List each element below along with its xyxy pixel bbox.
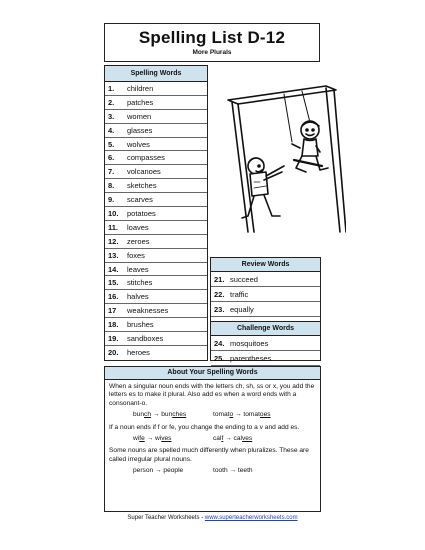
item-word: scarves bbox=[127, 195, 153, 205]
example-bunch: bunch → bunches bbox=[133, 411, 187, 419]
spelling-words-heading: Spelling Words bbox=[105, 66, 207, 82]
list-item bbox=[211, 336, 320, 351]
example-person: person → people bbox=[133, 467, 184, 475]
list-item bbox=[105, 151, 207, 165]
item-number: 17 bbox=[108, 306, 117, 316]
item-word: glasses bbox=[127, 125, 153, 135]
item-word: sandboxes bbox=[127, 334, 164, 344]
item-number: 8. bbox=[108, 181, 115, 191]
item-word: zeroes bbox=[127, 236, 150, 246]
list-item bbox=[105, 82, 207, 96]
rule-paragraph-3: Some nouns are spelled much differently when pluralizes. These are called irregular plural nouns. bbox=[109, 447, 309, 463]
list-item bbox=[105, 110, 207, 124]
example-calf: calf → calves bbox=[213, 435, 253, 443]
example-wife: wife → wives bbox=[133, 435, 172, 443]
item-number: 13. bbox=[108, 250, 119, 260]
item-number: 7. bbox=[108, 167, 115, 177]
page-title: Spelling List D-12 bbox=[138, 28, 286, 47]
review-challenge-box bbox=[210, 257, 321, 361]
item-number: 9. bbox=[108, 195, 115, 205]
list-item bbox=[105, 124, 207, 138]
item-word: parentheses bbox=[230, 354, 272, 363]
list-item bbox=[211, 351, 320, 366]
item-word: wolves bbox=[127, 139, 150, 149]
review-words-heading: Review Words bbox=[211, 258, 320, 272]
item-number: 4. bbox=[108, 125, 115, 135]
rule-paragraph-2: If a noun ends if f or fe, you change the ending to a v and add es. bbox=[109, 423, 300, 431]
item-number: 23. bbox=[214, 305, 225, 314]
item-number: 16. bbox=[108, 292, 119, 302]
item-word: succeed bbox=[230, 275, 258, 284]
item-number: 6. bbox=[108, 153, 115, 163]
example-row-1 bbox=[133, 411, 316, 419]
item-number: 10. bbox=[108, 209, 119, 219]
list-item bbox=[105, 165, 207, 179]
item-number: 2. bbox=[108, 97, 115, 107]
item-word: patches bbox=[127, 97, 154, 107]
item-number: 11. bbox=[108, 222, 119, 232]
item-number: 12. bbox=[108, 236, 119, 246]
example-row-2 bbox=[133, 435, 316, 443]
list-item bbox=[105, 290, 207, 304]
list-item bbox=[105, 249, 207, 263]
list-item bbox=[105, 96, 207, 110]
about-box bbox=[104, 366, 321, 512]
spelling-words-list bbox=[105, 82, 207, 360]
list-item bbox=[105, 304, 207, 318]
item-number: 3. bbox=[108, 111, 115, 121]
item-word: weaknesses bbox=[127, 306, 169, 316]
list-item bbox=[105, 263, 207, 277]
challenge-words-list bbox=[211, 336, 320, 366]
spelling-words-box bbox=[104, 65, 208, 361]
title-box bbox=[104, 23, 320, 62]
item-word: stitches bbox=[127, 278, 153, 288]
item-word: compasses bbox=[127, 153, 165, 163]
item-number: 1. bbox=[108, 84, 115, 93]
rule-paragraph-1: When a singular noun ends with the letters ch, sh, ss or x, you add the letters es to make it plural. Also add es when a word ends with a consonant-o. bbox=[109, 383, 315, 407]
item-word: heroes bbox=[127, 347, 150, 357]
list-item bbox=[105, 138, 207, 152]
item-number: 25. bbox=[214, 354, 225, 363]
item-number: 5. bbox=[108, 139, 115, 149]
item-word: equally bbox=[230, 305, 254, 314]
footer-text: Super Teacher Worksheets - bbox=[127, 515, 205, 521]
about-heading: About Your Spelling Words bbox=[105, 367, 320, 380]
item-number: 22. bbox=[214, 290, 225, 299]
item-word: leaves bbox=[127, 264, 149, 274]
example-row-3 bbox=[133, 467, 316, 475]
item-word: children bbox=[127, 84, 154, 93]
list-item bbox=[105, 346, 207, 360]
list-item bbox=[105, 276, 207, 290]
list-item bbox=[105, 318, 207, 332]
item-number: 14. bbox=[108, 264, 119, 274]
item-word: women bbox=[127, 111, 152, 121]
list-item bbox=[105, 332, 207, 346]
item-word: mosquitoes bbox=[230, 339, 269, 348]
page-subtitle: More Plurals bbox=[192, 49, 232, 56]
list-item bbox=[105, 179, 207, 193]
item-number: 21. bbox=[214, 275, 225, 284]
list-item bbox=[211, 272, 320, 287]
example-tomato: tomato → tomatoes bbox=[213, 411, 271, 419]
item-word: halves bbox=[127, 292, 149, 302]
footer bbox=[0, 515, 425, 521]
item-word: foxes bbox=[127, 250, 145, 260]
list-item bbox=[105, 193, 207, 207]
footer-link[interactable]: www.superteacherworksheets.com bbox=[204, 515, 298, 521]
about-body bbox=[105, 380, 320, 483]
item-number: 20. bbox=[108, 347, 119, 357]
item-number: 18. bbox=[108, 320, 119, 330]
item-word: sketches bbox=[127, 181, 157, 191]
list-item bbox=[211, 302, 320, 317]
list-item bbox=[105, 221, 207, 235]
list-item bbox=[211, 287, 320, 302]
review-words-list bbox=[211, 272, 320, 317]
list-item bbox=[105, 235, 207, 249]
example-tooth: tooth → teeth bbox=[213, 467, 253, 475]
item-word: potatoes bbox=[127, 209, 156, 219]
item-number: 15. bbox=[108, 278, 119, 288]
list-item bbox=[105, 207, 207, 221]
item-word: loaves bbox=[127, 222, 149, 232]
item-word: traffic bbox=[230, 290, 249, 299]
item-word: brushes bbox=[127, 320, 154, 330]
challenge-words-heading: Challenge Words bbox=[211, 322, 320, 336]
item-number: 19. bbox=[108, 334, 119, 344]
item-word: volcanoes bbox=[127, 167, 161, 177]
swing-set-illustration bbox=[222, 82, 346, 242]
item-number: 24. bbox=[214, 339, 225, 348]
